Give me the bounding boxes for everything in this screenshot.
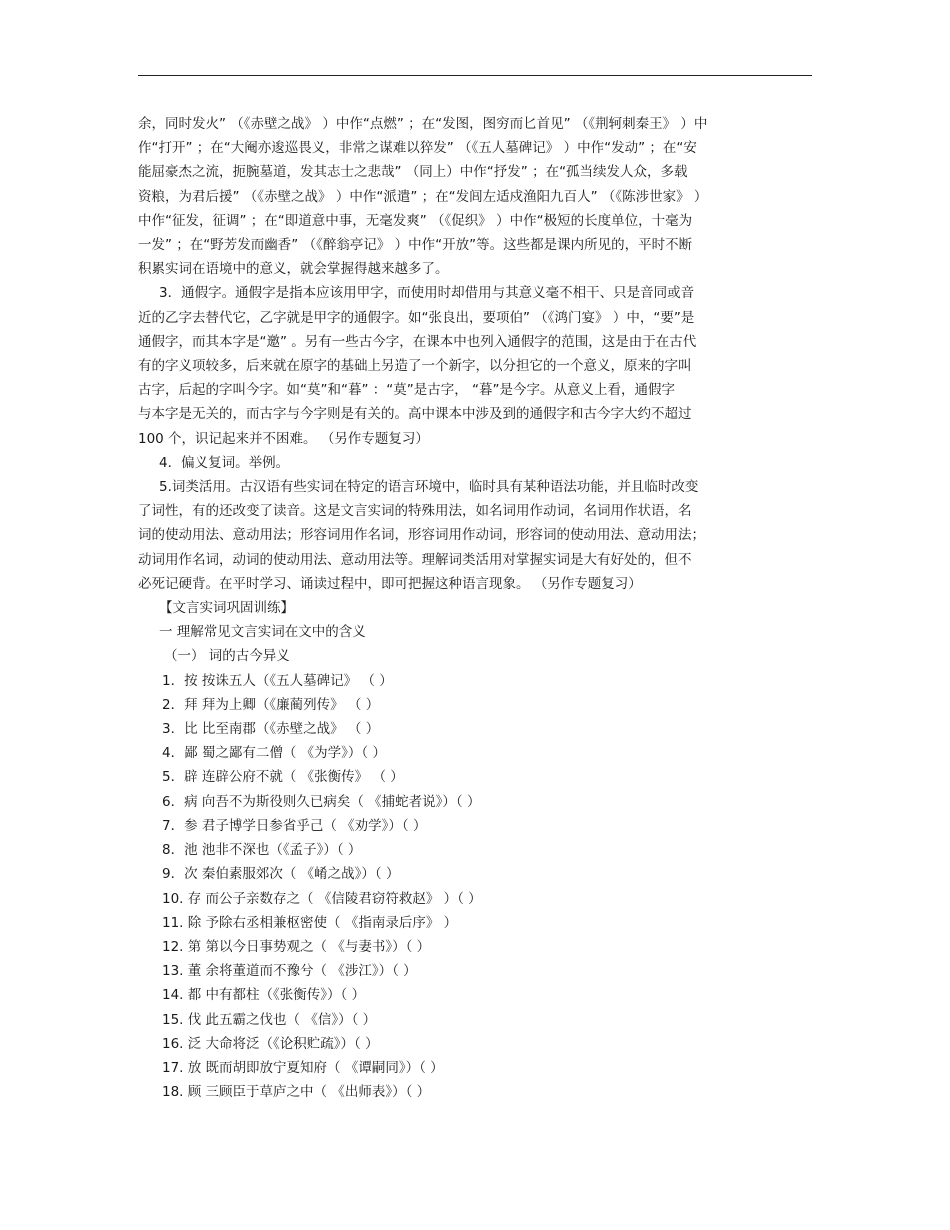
list-item: 16. 泛 大命将泛（《论积贮疏》）（ ） [162,1035,379,1052]
subsection-title: 一 理解常见文言实词在文中的含义 [159,624,366,641]
paragraph-line: 100 个，识记起来并不困难。 （另作专题复习） [138,430,429,447]
list-item: 7．参 君子博学日参省乎己（ 《劝学》）（ ） [162,817,427,834]
paragraph-line: 能屈豪杰之流，扼腕墓道，发其志士之悲哉” （同上）中作“抒发” ；在“孤当续发人众，多载 [138,164,688,181]
paragraph-line: 通假字，而其本字是“邀” 。另有一些古今字，在课本中也列入通假字的范围，这是由于在古代 [138,333,697,350]
list-item: 18. 顾 三顾臣于草庐之中（ 《出师表》）（ ） [162,1084,431,1101]
paragraph-line: 动词用作名词，动词的使动用法、意动用法等。理解词类活用对掌握实词是大有好处的，但不 [138,551,692,568]
list-item: 6．病 向吾不为斯役则久已病矣（ 《捕蛇者说》）（ ） [162,793,481,810]
subsubsection-title: （一） 词的古今异义 [164,648,290,665]
list-item: 10. 存 而公子亲数存之（ 《信陵君窃符救赵》 ）（ ） [162,890,482,907]
list-item: 2．拜 拜为上卿（《廉蔺列传》 （ ） [162,696,380,713]
paragraph-line: 中作“征发，征调” ；在“即道意中事，无毫发爽” （《促织》 ）中作“极短的长度单位，十毫为 [138,212,693,229]
list-item: 9．次 秦伯素服郊次（ 《崤之战》）（ ） [162,866,400,883]
page-content [138,112,812,1104]
section-title: 【文言实词巩固训练】 [159,600,294,617]
paragraph-line: 一发” ；在“野芳发而幽香” （《醉翁亭记》 ）中作“开放”等。这些都是课内所见的，平时不断 [138,237,693,254]
paragraph-line: 资粮，为君后援” （《赤壁之战》 ）中作“派遣” ；在“发闾左适戍渔阳九百人” （《陈涉世家》 ） [138,188,708,205]
paragraph-line: 余，同时发火” （《赤壁之战》 ）中作“点燃” ；在“发图，图穷而匕首见” （《荆轲刺秦王》 ）中 [138,116,708,132]
paragraph-line: 作“打开” ；在“大阉亦逡巡畏义，非常之谋难以猝发” （《五人墓碑记》 ）中作“发动” ；在“安 [138,140,697,157]
body-paragraphs [138,112,812,596]
exercise-list [138,669,812,1105]
paragraph-line: 3．通假字。通假字是指本应该用甲字，而使用时却借用与其意义毫不相干、只是音同或音 [159,285,695,302]
header-rule [138,75,812,76]
paragraph-line: 了词性，有的还改变了读音。这是文言实词的特殊用法，如名词用作动词，名词用作状语，名 [138,503,692,520]
paragraph-line: 必死记硬背。在平时学习、诵读过程中，即可把握这种语言现象。 （另作专题复习） [138,575,642,592]
list-item: 14. 都 中有都柱（《张衡传》）（ ） [162,987,366,1004]
paragraph-line: 5.词类活用。古汉语有些实词在特定的语言环境中，临时具有某种语法功能，并且临时改变 [159,479,699,496]
paragraph-line: 词的使动用法、意动用法；形容词用作名词，形容词用作动词，形容词的使动用法、意动用法； [138,527,705,544]
list-item: 3．比 比至南郡（《赤壁之战》 （ ） [162,721,380,738]
paragraph-line: 与本字是无关的，而古字与今字则是有关的。高中课本中涉及到的通假字和古今字大约不超过 [138,406,692,423]
list-item: 13. 董 余将董道而不豫兮（ 《涉江》）（ ） [162,963,417,980]
list-item: 1．按 按诛五人（《五人墓碑记》 （ ） [162,672,393,689]
list-item: 11. 除 予除右丞相兼枢密使（ 《指南录后序》 ） [162,914,458,931]
list-item: 5．辟 连辟公府不就（ 《张衡传》 （ ） [162,769,404,786]
paragraph-line: 4．偏义复词。举例。 [159,454,290,471]
list-item: 8．池 池非不深也（《孟子》）（ ） [162,842,362,859]
paragraph-line: 有的字义项较多，后来就在原字的基础上另造了一个新字，以分担它的一个意义，原来的字叫 [138,358,692,375]
paragraph-line: 积累实词在语境中的意义，就会掌握得越来越多了。 [138,261,449,278]
list-item: 17. 放 既而胡即放宁夏知府（ 《谭嗣同》）（ ） [162,1059,444,1076]
list-item: 4．鄙 蜀之鄙有二僧（ 《为学》）（ ） [162,745,386,762]
list-item: 15. 伐 此五霸之伐也（ 《信》）（ ） [162,1011,377,1028]
paragraph-line: 近的乙字去替代它，乙字就是甲字的通假字。如“张良出，要项伯” （《鸿门宴》 ）中，“要”是 [138,309,695,326]
list-item: 12. 第 第以今日事势观之（ 《与妻书》）（ ） [162,938,431,955]
paragraph-line: 古字，后起的字叫今字。如“莫”和“暮” ：“莫”是古字， “暮”是今字。从意义上看，通假字 [138,382,676,399]
